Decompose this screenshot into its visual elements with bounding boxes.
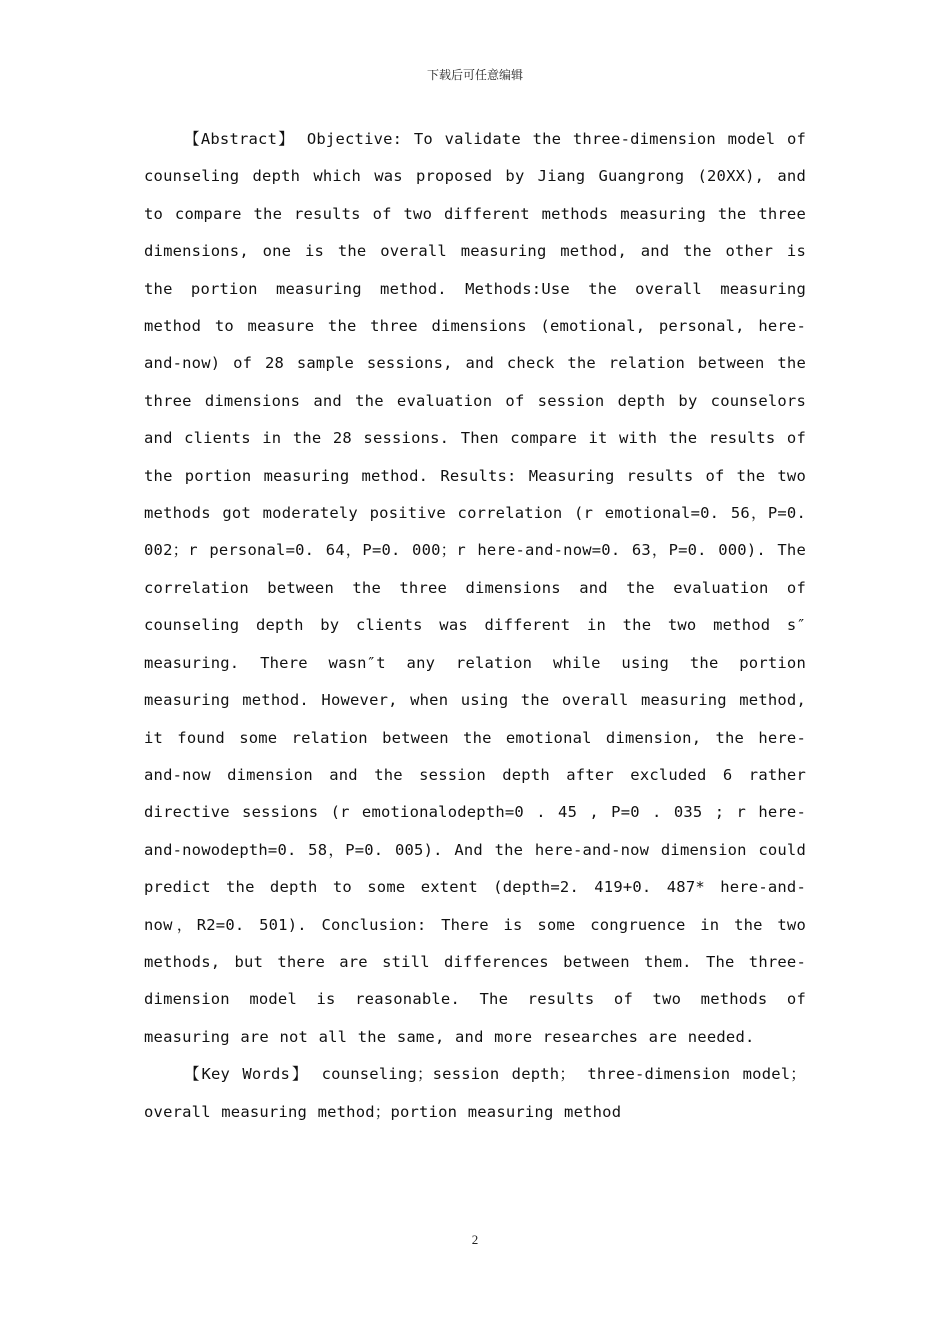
keywords-text: counseling；session depth； three-dimension model；overall measuring method；portion measuring method	[144, 1065, 806, 1121]
keywords-label: 【Key Words】	[184, 1065, 310, 1084]
abstract-label: 【Abstract】	[184, 130, 296, 148]
page-header: 下载后可任意编辑	[426, 68, 523, 82]
abstract-paragraph	[144, 121, 806, 1056]
document-body	[144, 121, 806, 1131]
page-number: 2	[471, 1232, 479, 1247]
keywords-paragraph	[144, 1056, 806, 1131]
abstract-text: Objective: To validate the three-dimension model of counseling depth which was proposed by Jiang Guangrong (20XX), and to compare the results of two different methods measuring the three dimensions, one is the overall measuring method, and the other is the portion measuring method. Methods:Use the overall measuring method to measure the three dimensions (emotional, personal, here-and-now) of 28 sample sessions, and check the relation between the three dimensions and the evaluation of session depth by counselors and clients in the 28 sessions. Then compare it with the results of the portion measuring method. Results: Measuring results of the two methods got moderately positive correlation (r emotional=0. 56，P=0. 002；r personal=0. 64，P=0. 000；r here-and-now=0. 63，P=0. 000). The correlation between the three dimensions and the evaluation of counseling depth by clients was different in the two method s″ measuring. There wasn″t any relation while using the portion measuring method. However, when using the overall measuring method, it found some relation between the emotional dimension, the here-and-now dimension and the session depth after excluded 6 rather directive sessions (r emotionalodepth=0 . 45 , P=0 . 035 ; r here-and-nowodepth=0. 58，P=0. 005). And the here-and-now dimension could predict the depth to some extent (depth=2. 419+0. 487* here-and-now，R2=0. 501). Conclusion: There is some congruence in the two methods, but there are still differences between them. The three-dimension model is reasonable. The results of two methods of measuring are not all the same, and more researches are needed.	[144, 130, 807, 1046]
